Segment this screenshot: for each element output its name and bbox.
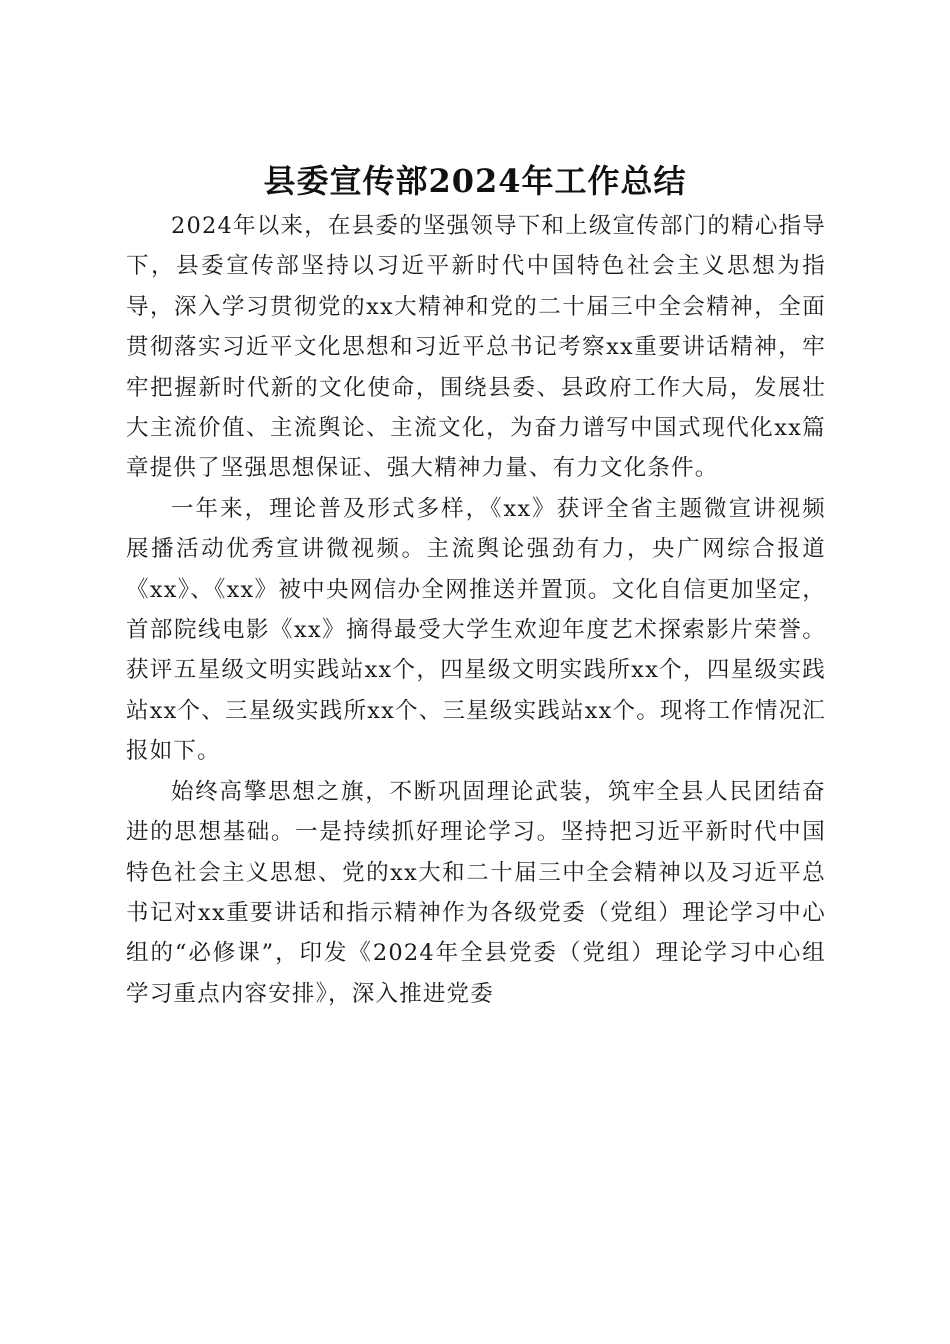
- paragraph-theory-study: 始终高擎思想之旗，不断巩固理论武装，筑牢全县人民团结奋进的思想基础。一是持续抓好理论学习。坚持把习近平新时代中国特色社会主义思想、党的xx大和二十届三中全会精神以及习近平总书记对xx重要讲话和指示精神作为各级党委（党组）理论学习中心组的“必修课”，印发《2024年全县党委（党组）理论学习中心组学习重点内容安排》，深入推进党委: [126, 778, 826, 1007]
- document-body: [126, 206, 826, 1014]
- document-title: 县委宣传部2024年工作总结: [263, 162, 687, 201]
- paragraph-intro: 2024年以来，在县委的坚强领导下和上级宣传部门的精心指导下，县委宣传部坚持以习近平新时代中国特色社会主义思想为指导，深入学习贯彻党的xx大精神和党的二十届三中全会精神，全面贯彻落实习近平文化思想和习近平总书记考察xx重要讲话精神，牢牢把握新时代新的文化使命，围绕县委、县政府工作大局，发展壮大主流价值、主流舆论、主流文化，为奋力谱写中国式现代化xx篇章提供了坚强思想保证、强大精神力量、有力文化条件。: [126, 213, 826, 482]
- paragraph-achievements: 一年来，理论普及形式多样，《xx》获评全省主题微宣讲视频展播活动优秀宣讲微视频。主流舆论强劲有力，央广网综合报道《xx》、《xx》被中央网信办全网推送并置顶。文化自信更加坚定，首部院线电影《xx》摘得最受大学生欢迎年度艺术探索影片荣誉。获评五星级文明实践站xx个，四星级文明实践所xx个，四星级实践站xx个、三星级实践所xx个、三星级实践站xx个。现将工作情况汇报如下。: [126, 495, 826, 765]
